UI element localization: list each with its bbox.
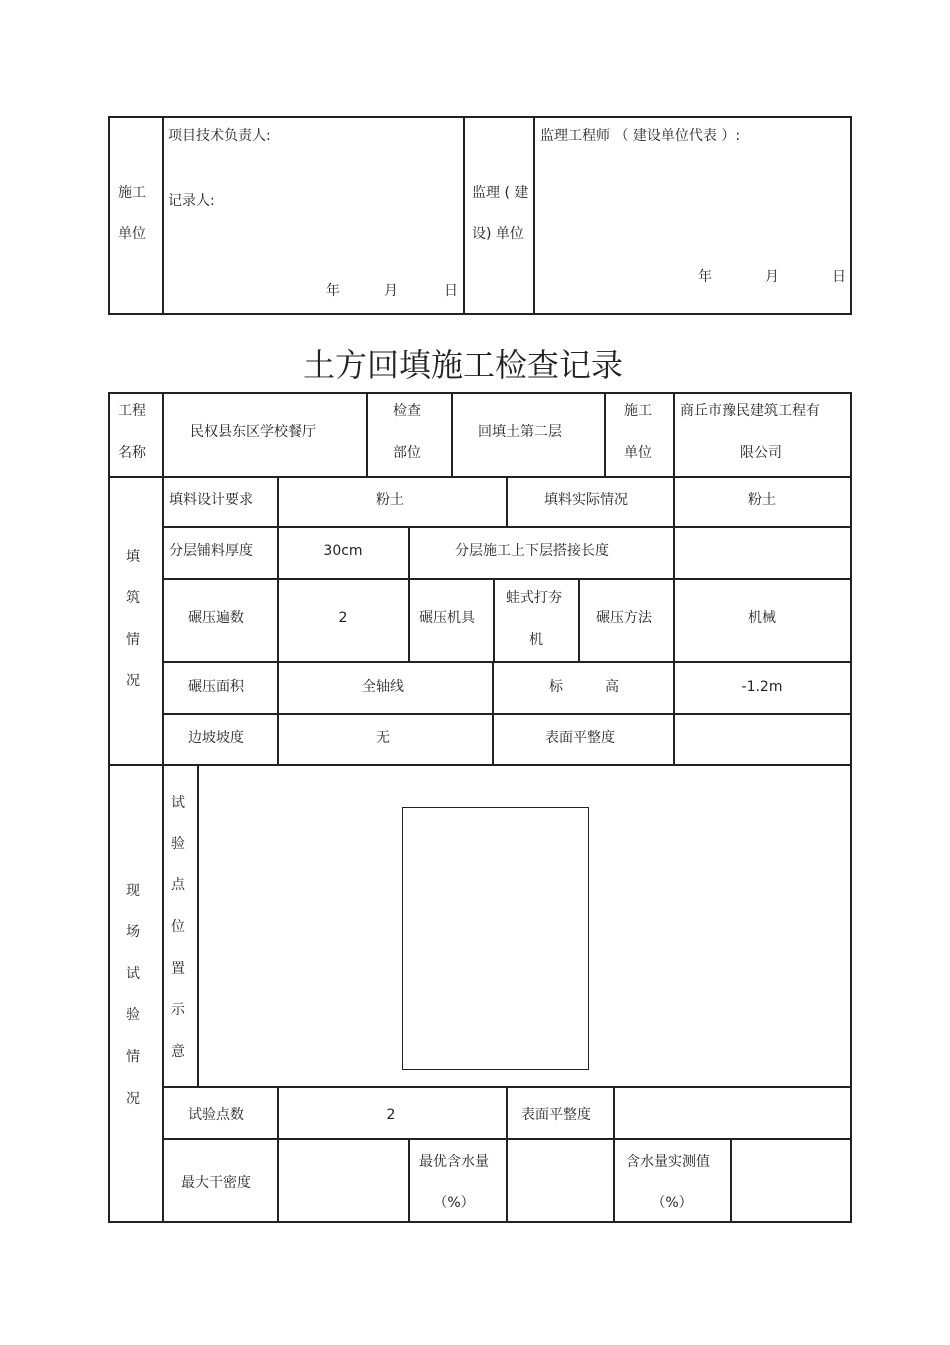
supervisor-label: 监理工程师 （ 建设单位代表 ）: [540, 128, 741, 144]
inspect-part-value: 回填土第二层 [478, 424, 562, 440]
slope-value: 无 [376, 730, 390, 746]
table-border [850, 392, 852, 1223]
table-border [277, 713, 279, 765]
compaction-method-label: 碾压方法 [596, 610, 652, 626]
test-section-label: 验 [126, 1007, 140, 1023]
table-border [493, 578, 495, 662]
table-border [108, 116, 110, 315]
diagram-label: 点 [171, 877, 185, 893]
elevation-label: 标 高 [549, 679, 619, 695]
surface-flatness-label: 表面平整度 [521, 1107, 591, 1123]
project-name-label: 工程 [118, 403, 146, 419]
table-border [108, 313, 851, 315]
construction-unit-label: 单位 [624, 445, 652, 461]
table-border [277, 527, 279, 579]
diagram-label: 示 [171, 1002, 185, 1018]
measured-moisture-unit: （%） [651, 1195, 693, 1211]
overlap-length-label: 分层施工上下层搭接长度 [455, 543, 609, 559]
table-border [108, 1221, 851, 1223]
table-border [277, 1138, 279, 1223]
date-day: 日 [832, 269, 846, 285]
actual-condition-value: 粉土 [748, 492, 776, 508]
table-border [408, 578, 410, 662]
table-border [108, 476, 851, 478]
supervision-unit-label: 设) 单位 [472, 226, 524, 242]
table-border [277, 1086, 279, 1139]
layer-thickness-value: 30cm [323, 543, 363, 559]
fill-section-label: 筑 [126, 590, 140, 606]
diagram-label: 试 [171, 795, 185, 811]
fill-section-label: 填 [126, 549, 140, 565]
diagram-label: 置 [171, 961, 185, 977]
design-requirement-value: 粉土 [376, 492, 404, 508]
compaction-passes-label: 碾压遍数 [188, 610, 244, 626]
construction-unit-value: 商丘市豫民建筑工程有 [680, 403, 820, 419]
table-border [673, 392, 675, 477]
date-month: 月 [384, 283, 398, 299]
table-border [613, 1086, 615, 1139]
construction-unit-label: 施工 [624, 403, 652, 419]
table-border [408, 527, 410, 579]
test-points-label: 试验点数 [188, 1107, 244, 1123]
recorder-label: 记录人: [168, 193, 215, 209]
table-border [730, 1138, 732, 1223]
table-border [492, 713, 494, 765]
table-border [108, 392, 851, 394]
compaction-machine-label: 碾压机具 [419, 610, 475, 626]
test-section-label: 情 [126, 1049, 140, 1065]
design-requirement-label: 填料设计要求 [169, 492, 253, 508]
table-border [408, 1138, 410, 1223]
table-border [277, 661, 279, 714]
table-border [277, 476, 279, 527]
project-name-value: 民权县东区学校餐厅 [190, 424, 316, 440]
fill-section-label: 况 [126, 673, 140, 689]
date-month: 月 [765, 269, 779, 285]
project-name-label: 名称 [118, 445, 146, 461]
table-border [673, 578, 675, 662]
table-border [108, 764, 851, 766]
table-border [162, 661, 851, 663]
table-border [108, 392, 110, 1223]
table-border [613, 1138, 615, 1223]
table-border [673, 476, 675, 527]
table-border [162, 116, 164, 315]
table-border [162, 578, 851, 580]
optimal-moisture-unit: （%） [433, 1195, 475, 1211]
inspect-part-label: 检查 [393, 403, 421, 419]
inspect-part-label: 部位 [393, 445, 421, 461]
compaction-machine-value: 机 [529, 632, 543, 648]
compaction-area-value: 全轴线 [362, 679, 404, 695]
table-border [673, 527, 675, 579]
table-border [451, 392, 453, 477]
diagram-label: 验 [171, 836, 185, 852]
date-day: 日 [444, 283, 458, 299]
table-border [492, 661, 494, 714]
table-border [108, 116, 851, 118]
table-border [578, 578, 580, 662]
measured-moisture-label: 含水量实测值 [626, 1154, 710, 1170]
table-border [463, 116, 465, 315]
construction-unit-label: 单位 [118, 226, 146, 242]
table-border [277, 578, 279, 662]
elevation-value: -1.2m [741, 679, 783, 695]
table-border [850, 116, 852, 315]
table-border [162, 392, 164, 1223]
diagram-label: 意 [171, 1044, 185, 1060]
table-border [162, 713, 851, 715]
table-border [673, 713, 675, 765]
table-border [506, 1086, 508, 1139]
table-border [533, 116, 535, 315]
diagram-label: 位 [171, 919, 185, 935]
compaction-area-label: 碾压面积 [188, 679, 244, 695]
table-border [506, 1138, 508, 1223]
page-title: 土方回填施工检查记录 [302, 346, 624, 384]
construction-unit-value: 限公司 [740, 445, 782, 461]
test-section-label: 试 [126, 966, 140, 982]
slope-label: 边坡坡度 [188, 730, 244, 746]
table-border [673, 661, 675, 714]
compaction-passes-value: 2 [338, 610, 348, 626]
date-year: 年 [326, 283, 340, 299]
max-dry-density-label: 最大干密度 [181, 1175, 251, 1191]
supervision-unit-label: 监理 ( 建 [472, 185, 529, 201]
test-section-label: 况 [126, 1091, 140, 1107]
table-border [506, 476, 508, 527]
surface-flatness-label: 表面平整度 [545, 730, 615, 746]
layer-thickness-label: 分层铺料厚度 [169, 543, 253, 559]
date-year: 年 [698, 269, 712, 285]
compaction-method-value: 机械 [748, 610, 776, 626]
tech-lead-label: 项目技术负责人: [168, 128, 271, 144]
test-point-diagram [402, 807, 589, 1070]
table-border [366, 392, 368, 477]
fill-section-label: 情 [126, 632, 140, 648]
test-section-label: 现 [126, 883, 140, 899]
table-border [604, 392, 606, 477]
test-points-value: 2 [386, 1107, 396, 1123]
construction-unit-label: 施工 [118, 185, 146, 201]
optimal-moisture-label: 最优含水量 [419, 1154, 489, 1170]
compaction-machine-value: 蛙式打夯 [506, 590, 562, 606]
table-border [197, 764, 199, 1087]
actual-condition-label: 填料实际情况 [544, 492, 628, 508]
test-section-label: 场 [126, 924, 140, 940]
